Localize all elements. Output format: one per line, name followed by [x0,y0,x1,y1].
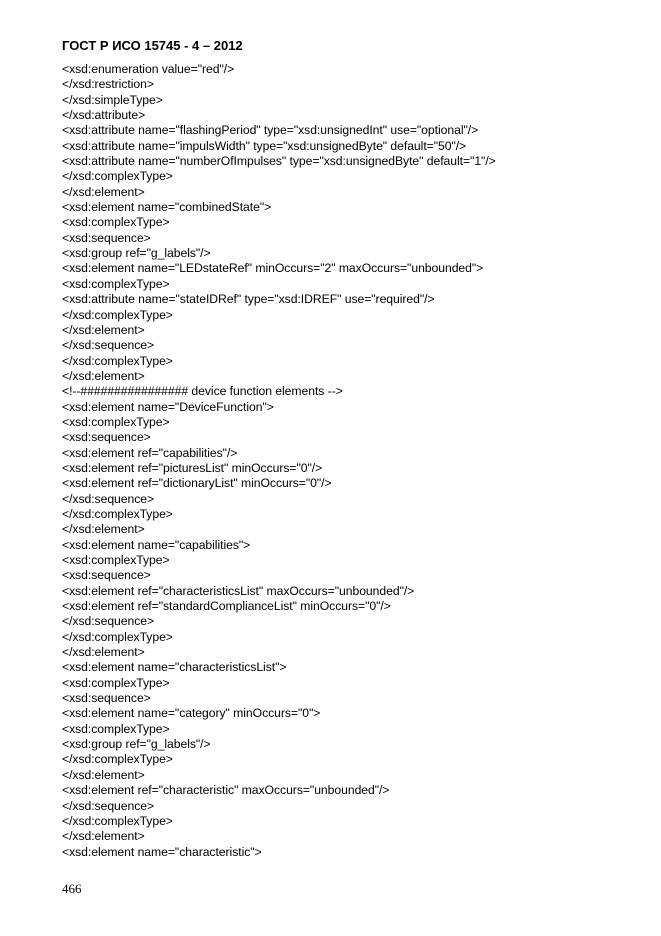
code-line: </xsd:sequence> [62,338,155,353]
code-line: </xsd:complexType> [62,813,173,828]
code-line: <xsd:element name="combinedState"> [62,200,272,215]
code-line: <xsd:complexType> [62,276,170,291]
code-line: <xsd:complexType> [62,553,170,567]
code-line: </xsd:simpleType> [62,92,163,107]
code-line: <xsd:element name="DeviceFunction"> [62,399,274,414]
code-line: </xsd:sequence> [62,614,155,629]
document-header [62,38,243,54]
code-line: <xsd:attribute name="stateIDRef" type="xsd:IDREF" use="required"/> [62,292,435,307]
code-line: <xsd:attribute name="flashingPeriod" type="xsd:unsignedInt" use="optional"/> [62,123,479,138]
code-line: <xsd:element ref="capabilities"/> [62,445,238,460]
code-line: <xsd:complexType> [62,721,170,736]
code-line: </xsd:attribute> [62,108,146,123]
standard-designation: ГОСТ Р ИСО 15745 - 4 – 2012 [62,38,243,53]
code-line: </xsd:element> [62,645,145,660]
code-line: </xsd:complexType> [62,752,173,767]
code-line: </xsd:complexType> [62,506,173,521]
code-line: <xsd:element name="capabilities"> [62,537,251,552]
page-number: 466 [62,881,82,896]
xsd-code-listing [62,62,496,860]
code-line: <xsd:element name="characteristic"> [62,844,262,859]
code-line: </xsd:complexType> [62,307,173,322]
code-line: </xsd:element> [62,767,145,782]
code-line: <xsd:element ref="characteristic" maxOccurs="unbounded"/> [62,783,390,798]
code-line: <xsd:sequence> [62,430,151,445]
code-line: <xsd:element name="category" minOccurs="0"> [62,706,321,721]
code-line: </xsd:restriction> [62,77,154,92]
code-line: <xsd:sequence> [62,568,151,583]
code-line: </xsd:element> [62,522,145,537]
code-line: <xsd:sequence> [62,230,151,245]
code-line: <!--################ device function elements --> [62,384,343,399]
code-line: <xsd:element ref="characteristicsList" maxOccurs="unbounded"/> [62,583,415,598]
code-line: <xsd:complexType> [62,414,170,429]
code-line: </xsd:element> [62,322,145,337]
code-line: <xsd:element name="characteristicsList"> [62,660,287,675]
code-line: </xsd:complexType> [62,629,173,644]
code-line: </xsd:complexType> [62,353,173,368]
code-line: </xsd:sequence> [62,798,155,813]
code-line: <xsd:enumeration value="red"/> [62,62,235,76]
code-line: <xsd:attribute name="numberOfImpulses" type="xsd:unsignedByte" default="1"/> [62,154,496,169]
code-line: <xsd:group ref="g_labels"/> [62,737,211,752]
code-line: <xsd:element ref="picturesList" minOccurs="0"/> [62,460,323,475]
code-line: </xsd:element> [62,184,145,199]
code-line: <xsd:sequence> [62,691,151,706]
code-line: <xsd:complexType> [62,675,170,690]
code-line: <xsd:element name="LEDstateRef" minOccurs="2" maxOccurs="unbounded"> [62,261,484,276]
code-line: <xsd:attribute name="impulsWidth" type="xsd:unsignedByte" default="50"/> [62,138,467,153]
code-line: <xsd:element ref="dictionaryList" minOccurs="0"/> [62,476,332,491]
code-line: </xsd:element> [62,829,145,844]
code-line: <xsd:element ref="standardComplianceList" minOccurs="0"/> [62,599,391,614]
code-line: <xsd:complexType> [62,215,170,230]
code-line: <xsd:group ref="g_labels"/> [62,246,211,261]
code-line: </xsd:sequence> [62,491,155,506]
code-line: </xsd:complexType> [62,169,173,184]
code-line: </xsd:element> [62,368,145,383]
